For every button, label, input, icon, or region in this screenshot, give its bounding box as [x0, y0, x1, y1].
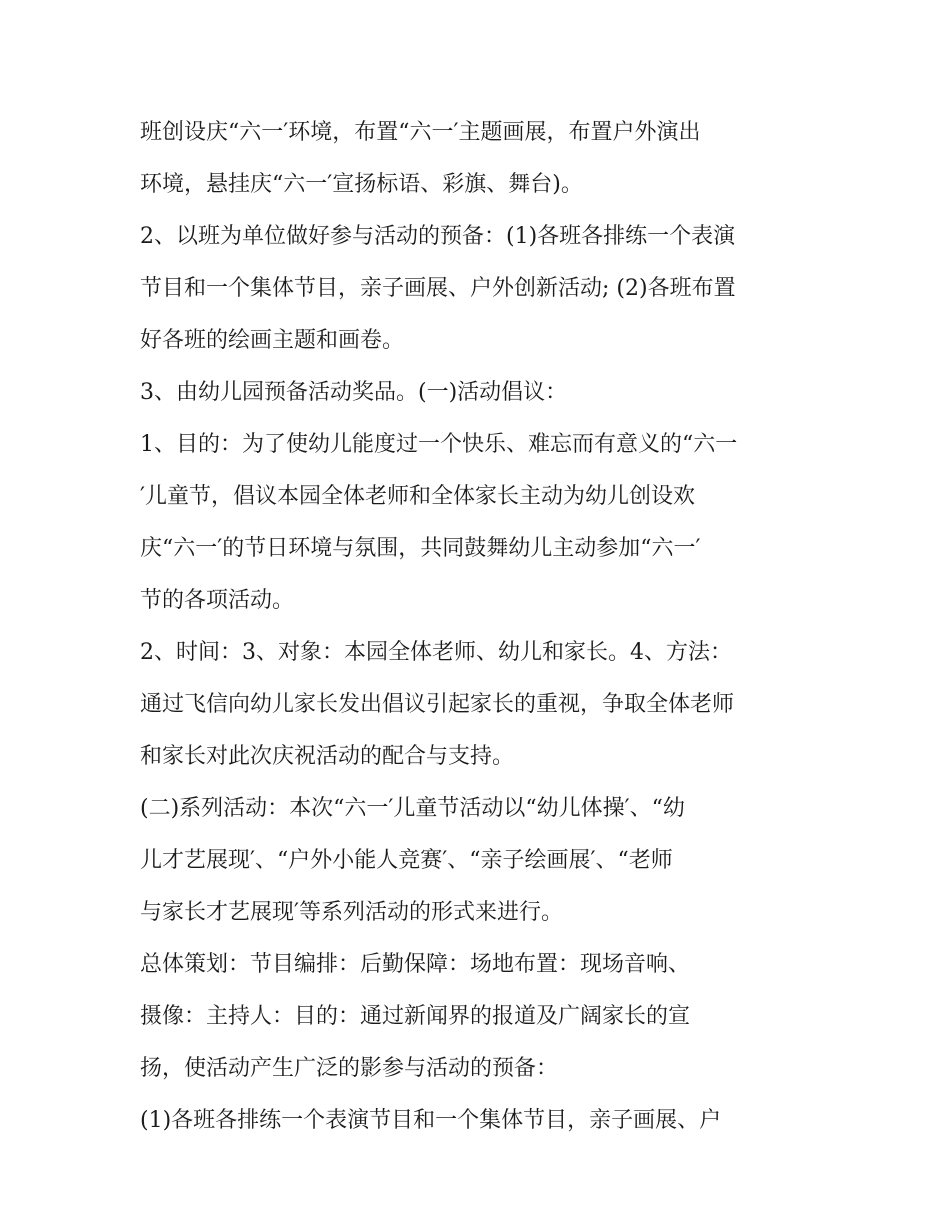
text-line: 3、由幼儿园预备活动奖品。(一)活动倡议：	[140, 380, 568, 405]
text-line: 2、时间：3、对象：本园全体老师、幼儿和家长。4、方法：	[140, 640, 732, 665]
text-line: (二)系列活动：本次“六一′儿童节活动以“幼儿体操′、“幼	[140, 796, 685, 821]
text-line: 节的各项活动。	[140, 588, 295, 613]
text-line: 环境，悬挂庆“六一′宣扬标语、彩旗、舞台)。	[140, 172, 583, 197]
text-line: (1)各班各排练一个表演节目和一个集体节目，亲子画展、户	[140, 1108, 722, 1133]
text-line: 1、目的：为了使幼儿能度过一个快乐、难忘而有意义的“六一	[140, 432, 738, 457]
text-line: 儿才艺展现′、“户外小能人竞赛′、“亲子绘画展′、“老师	[140, 848, 673, 873]
text-line: 摄像：主持人：目的：通过新闻界的报道及广阔家长的宣	[140, 1004, 691, 1029]
text-line: 与家长才艺展现′等系列活动的形式来进行。	[140, 900, 563, 925]
text-line: 通过飞信向幼儿家长发出倡议引起家长的重视，争取全体老师	[140, 692, 735, 717]
text-line: 好各班的绘画主题和画卷。	[140, 328, 405, 353]
text-line: 2、以班为单位做好参与活动的预备：(1)各班各排练一个表演	[140, 224, 736, 249]
text-line: 扬，使活动产生广泛的影参与活动的预备：	[140, 1056, 559, 1081]
document-body	[140, 107, 820, 1147]
text-line: 班创设庆“六一′环境，布置“六一′主题画展，布置户外演出	[140, 120, 701, 145]
text-line: 和家长对此次庆祝活动的配合与支持。	[140, 744, 515, 769]
text-line: ′儿童节，倡议本园全体老师和全体家长主动为幼儿创设欢	[140, 484, 695, 509]
text-line: 庆“六一′的节日环境与氛围，共同鼓舞幼儿主动参加“六一′	[140, 536, 701, 561]
text-line: 节目和一个集体节目，亲子画展、户外创新活动; (2)各班布置	[140, 276, 736, 301]
text-line: 总体策划：节目编排：后勤保障：场地布置：现场音响、	[140, 952, 691, 977]
